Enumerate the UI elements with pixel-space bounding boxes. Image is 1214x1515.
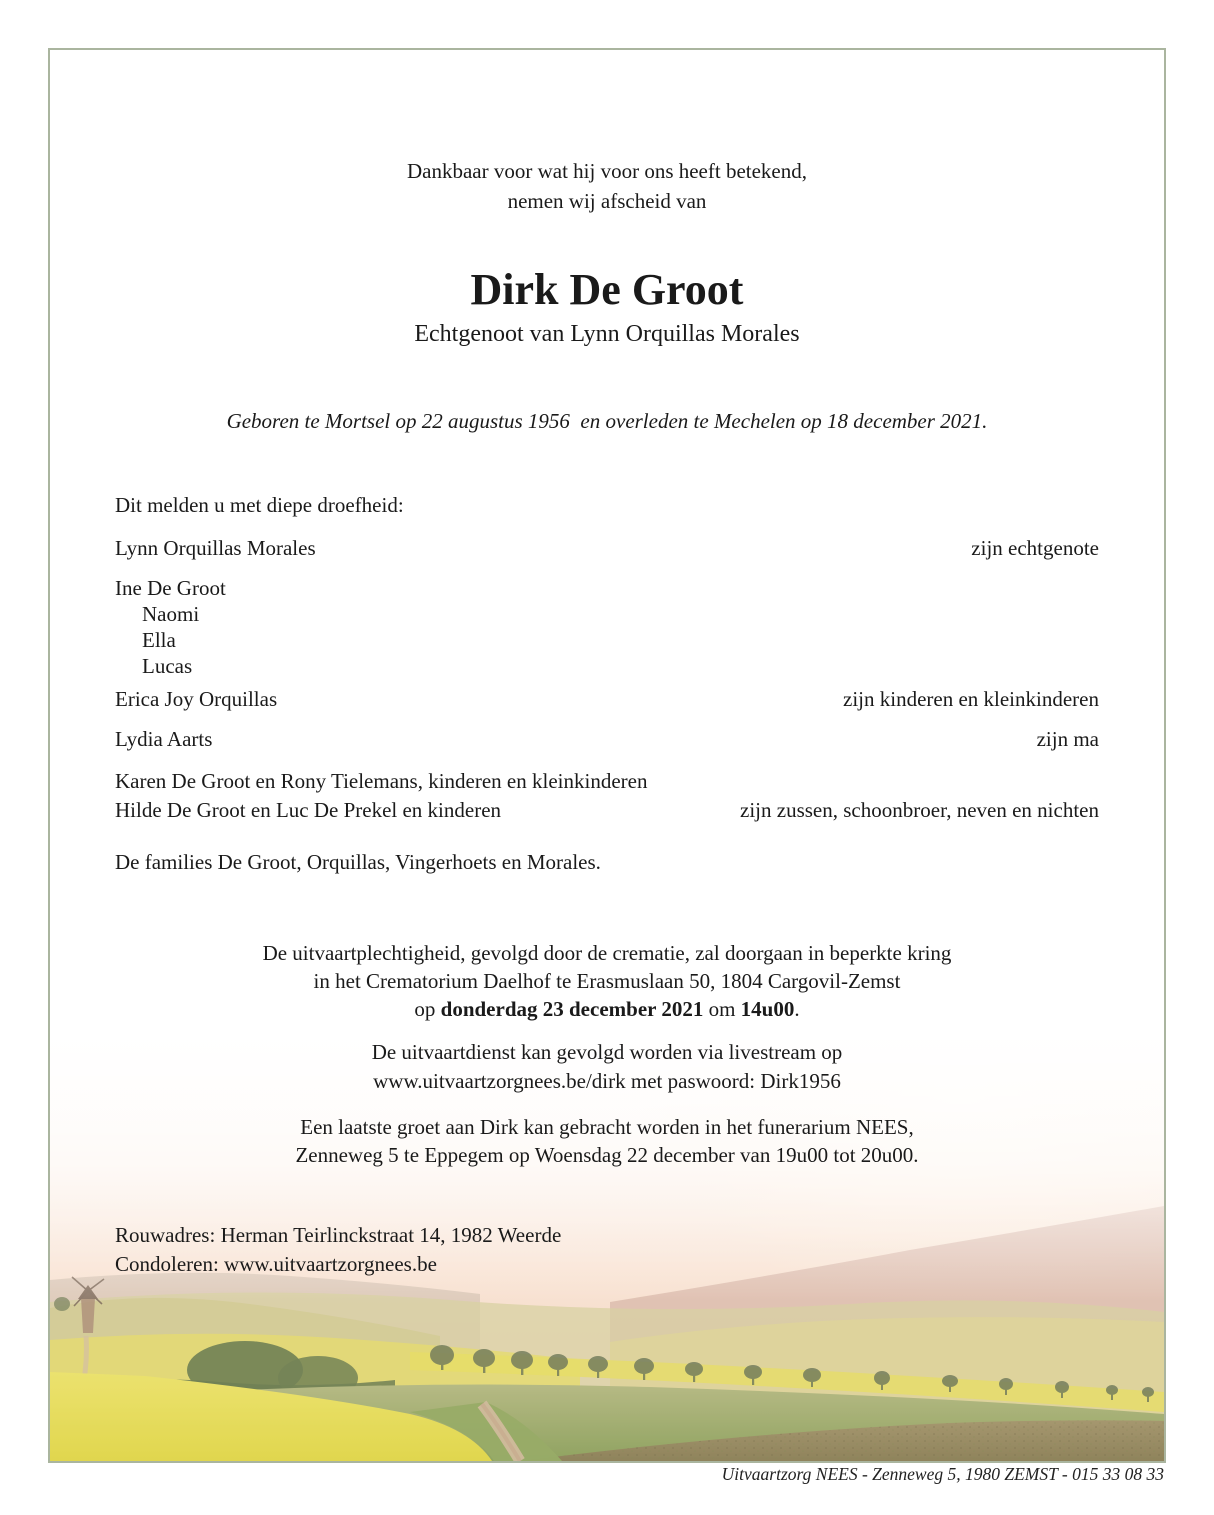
relative-group-children bbox=[115, 575, 1099, 679]
relative-name: Hilde De Groot en Luc De Prekel en kinderen bbox=[115, 798, 502, 822]
relative-row-spouse bbox=[115, 535, 1099, 561]
grandchild-name: Naomi bbox=[142, 602, 200, 626]
ceremony-time: 14u00 bbox=[740, 997, 795, 1021]
ceremony-time-prefix: om bbox=[703, 997, 741, 1021]
last-greeting-line-1: Een laatste groet aan Dirk kan gebracht worden in het funerarium NEES, bbox=[300, 1115, 914, 1139]
ceremony-period: . bbox=[794, 997, 800, 1021]
relative-block-sisters bbox=[115, 767, 1099, 825]
relative-name: Lynn Orquillas Morales bbox=[115, 536, 316, 560]
grandchild-name: Lucas bbox=[142, 654, 193, 678]
deceased-name: Dirk De Groot bbox=[470, 265, 744, 314]
relative-name: Ine De Groot bbox=[115, 576, 226, 600]
relative-role: zijn ma bbox=[1036, 727, 1099, 751]
condolence-url: Condoleren: www.uitvaartzorgnees.be bbox=[115, 1252, 437, 1276]
livestream-block bbox=[50, 1038, 1164, 1096]
mourning-card bbox=[48, 48, 1166, 1463]
last-greeting-line-2: Zenneweg 5 te Eppegem op Woensdag 22 december van 19u00 tot 20u00. bbox=[295, 1143, 919, 1167]
livestream-line-1: De uitvaartdienst kan gevolgd worden via livestream op bbox=[371, 1040, 843, 1064]
families-line: De families De Groot, Orquillas, Vingerhoets en Morales. bbox=[115, 850, 601, 874]
livestream-url: www.uitvaartzorgnees.be/dirk met paswoord: Dirk1956 bbox=[373, 1069, 841, 1093]
intro-line-1: Dankbaar voor wat hij voor ons heeft betekend, bbox=[406, 159, 808, 183]
grandchild-name: Ella bbox=[142, 628, 176, 652]
announcement-line: Dit melden u met diepe droefheid: bbox=[115, 493, 404, 517]
deceased-subtitle: Echtgenoot van Lynn Orquillas Morales bbox=[414, 321, 800, 347]
relative-name: Karen De Groot en Rony Tielemans, kinderen en kleinkinderen bbox=[115, 769, 648, 793]
ceremony-line-2: in het Crematorium Daelhof te Erasmuslaan 50, 1804 Cargovil-Zemst bbox=[313, 969, 901, 993]
card-content bbox=[50, 50, 1164, 1461]
intro-line-2: nemen wij afscheid van bbox=[507, 189, 707, 213]
relative-role: zijn echtgenote bbox=[971, 536, 1099, 560]
relative-role: zijn kinderen en kleinkinderen bbox=[843, 687, 1099, 711]
intro-lines bbox=[50, 156, 1164, 216]
relative-row-child2 bbox=[115, 686, 1099, 712]
ceremony-date-prefix: op bbox=[414, 997, 441, 1021]
ceremony-date: donderdag 23 december 2021 bbox=[440, 997, 704, 1021]
ceremony-line-3 bbox=[50, 995, 1164, 1023]
relative-name: Lydia Aarts bbox=[115, 727, 213, 751]
last-greeting-block bbox=[50, 1113, 1164, 1169]
ceremony-block bbox=[50, 939, 1164, 1023]
ceremony-line-1: De uitvaartplechtigheid, gevolgd door de crematie, zal doorgaan in beperkte kring bbox=[262, 941, 952, 965]
relative-row-mother bbox=[115, 726, 1099, 752]
mourning-address: Rouwadres: Herman Teirlinckstraat 14, 1982 Weerde bbox=[115, 1223, 562, 1247]
relative-name: Erica Joy Orquillas bbox=[115, 687, 278, 711]
funeral-home-footer: Uitvaartzorg NEES - Zenneweg 5, 1980 ZEMST - 015 33 08 33 bbox=[721, 1464, 1164, 1484]
contact-block bbox=[115, 1221, 1099, 1279]
life-dates: Geboren te Mortsel op 22 augustus 1956 en overleden te Mechelen op 18 december 2021. bbox=[226, 409, 988, 433]
relative-role: zijn zussen, schoonbroer, neven en nichten bbox=[740, 798, 1099, 822]
